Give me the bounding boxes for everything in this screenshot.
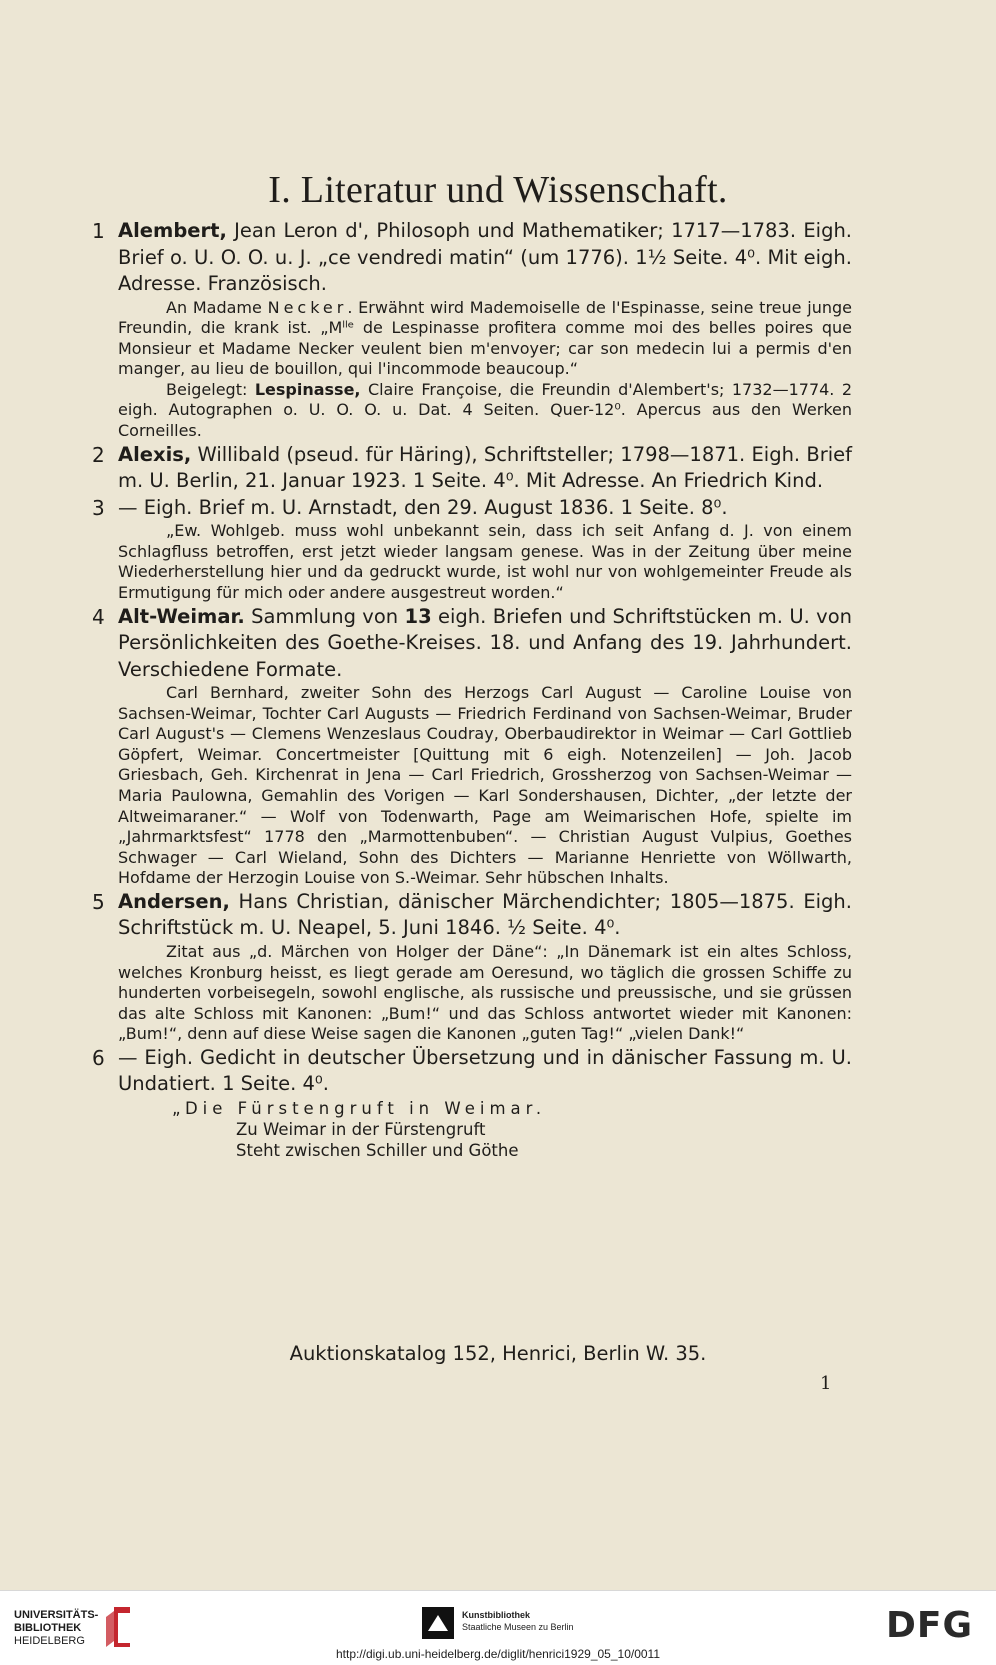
kunstbibliothek-text: Kunstbibliothek Staatliche Museen zu Berlin (462, 1610, 574, 1632)
entry-main-text: Alembert, Jean Leron d', Philosoph und Mathematiker; 1717—1783. Eigh. Brief o. U. O. O. u. J. „ce vendredi matin“ (um 1776). 1½ Seite. 4⁰. Mit eigh. Adresse. Französisch. (118, 219, 852, 295)
entry-main-text: Alexis, Willibald (pseud. für Häring), Schriftsteller; 1798—1871. Eigh. Brief m. U. Berlin, 21. Januar 1923. 1 Seite. 4⁰. Mit Adresse. An Friedrich Kind. (118, 442, 853, 493)
poem-line: Zu Weimar in der Fürstengruft (236, 1119, 486, 1139)
digitization-footer (0, 1590, 996, 1665)
poem-line: Steht zwischen Schiller und Göthe (236, 1140, 519, 1160)
catalog-entry-3 (92, 495, 852, 604)
poem-title-line: „Die Fürstengruft in Weimar. (172, 1098, 547, 1118)
entry-number: 6 (92, 1045, 105, 1070)
entry-number: 5 (92, 889, 105, 914)
entry-name: Alembert, (118, 219, 227, 242)
section-heading: I. Literatur und Wissenschaft. (268, 169, 728, 211)
kunstbibliothek-logo-icon (422, 1607, 454, 1639)
entry-note: An Madame Necker. Erwähnt wird Mademoiselle de l'Espinasse, seine treue junge Freundin, die krank ist. „Mˡˡᵉ de Lespinasse profitera comme moi des belles poires que Monsieur et Madame Necker veulent bien m'envoyer; car son medecin lui a permis d'en manger, au lieu de bouillon, qui l'incommode beaucoup.“ (118, 297, 852, 379)
entry-main-text: Andersen, Hans Christian, dänischer Märchendichter; 1805—1875. Eigh. Schriftstück m. U. Neapel, 5. Juni 1846. ½ Seite. 4⁰. (118, 889, 852, 940)
entry-main-text: — Eigh. Gedicht in deutscher Übersetzung und in dänischer Fassung m. U. Undatiert. 1 Seite. 4⁰. (118, 1045, 852, 1096)
entry-note: Zitat aus „d. Märchen von Holger der Däne“: „In Dänemark ist ein altes Schloss, welches Kronburg heisst, es liegt gerade am Oeresund, wo täglich die grossen Schiffe zu hunderten vorbeisegeln, sowohl englische, als russische und preussische, und sie grüssen das alte Schloss mit Kanonen: „Bum!“ und das Schloss antwortet wieder mit Kanonen: „Bum!“, denn auf diese Weise sagen die Kanonen „guten Tag!“ „vielen Dank!“ (118, 941, 852, 1044)
page-number: 1 (820, 1373, 832, 1394)
entry-name: Alexis, (118, 442, 192, 466)
entry-number: 4 (92, 604, 105, 629)
entry-main-text: Alt-Weimar. Sammlung von 13 eigh. Briefen und Schriftstücken m. U. von Persönlichkeiten des Goethe-Kreises. 18. und Anfang des 19. Jahrhundert. Verschiedene Formate. (118, 604, 852, 681)
dfg-logo: DFG (886, 1605, 974, 1646)
entry-note-enclosure: Beigelegt: Lespinasse, Claire Françoise, die Freundin d'Alembert's; 1732—1774. 2 eigh. Autographen o. U. O. O. u. Dat. 4 Seiten. Quer-12⁰. Apercus aus den Werken Corneilles. (118, 379, 853, 441)
entry-number: 1 (92, 219, 105, 243)
catalog-entry-1 (92, 218, 852, 442)
university-logo-icon (104, 1603, 136, 1649)
catalog-entry-5 (92, 889, 852, 1045)
entry-number: 3 (92, 495, 105, 520)
catalog-entry-6 (92, 1045, 852, 1161)
entry-number: 2 (92, 442, 105, 467)
entry-note: Carl Bernhard, zweiter Sohn des Herzogs Carl August — Caroline Louise von Sachsen-Weimar, Tochter Carl Augusts — Friedrich Ferdinand von Sachsen-Weimar, Bruder Carl August's — Clemens Wenzeslaus Coudray, Oberbaudirektor in Weimar — Carl Gottlieb Göpfert, Weimar. Concertmeister [Quittung mit 6 eigh. Notenzeilen] — Joh. Jacob Griesbach, Geh. Kirchenrat in Jena — Carl Friedrich, Grossherzog von Sachsen-Weimar — Maria Paulowna, Gemahlin des Vorigen — Karl Sondershausen, Dichter, „der letzte der Altweimaraner.“ — Wolf von Todenwarth, Page am Weimarischen Hofe, spielte im „Jahrmarktsfest“ 1778 den „Marmottenbuben“. — Christian August Vulpius, Goethes Schwager — Carl Wieland, Sohn des Dichters — Marianne Henriette von Wöllwarth, Hofdame der Herzogin Louise von S.-Weimar. Sehr hübschen Inhalts. (118, 683, 852, 888)
catalog-entries (92, 218, 852, 1161)
entry-note: „Ew. Wohlgeb. muss wohl unbekannt sein, dass ich seit Anfang d. J. von einem Schlagfluss betroffen, erst jetzt wieder langsam genese. Was in der Zeitung über meine Wiederherstellung hier und da gedruckt wurde, ist wohl nur von wohlgemeinter Freude als Ermutigung für mich oder andere ausgestreut worden.“ (118, 521, 852, 602)
university-library-text: UNIVERSITÄTS- BIBLIOTHEK HEIDELBERG (14, 1609, 99, 1647)
entry-main-text: — Eigh. Brief m. U. Arnstadt, den 29. August 1836. 1 Seite. 8⁰. (118, 495, 728, 519)
source-url[interactable]: http://digi.ub.uni-heidelberg.de/diglit/henrici1929_05_10/0011 (335, 1647, 661, 1661)
catalog-signature-line: Auktionskatalog 152, Henrici, Berlin W. 35. (289, 1342, 707, 1365)
catalog-entry-2 (92, 442, 852, 495)
poem-excerpt (172, 1098, 852, 1161)
entry-name: Alt-Weimar. (118, 604, 245, 628)
catalog-entry-4 (92, 604, 852, 889)
entry-name: Andersen, (118, 889, 230, 913)
